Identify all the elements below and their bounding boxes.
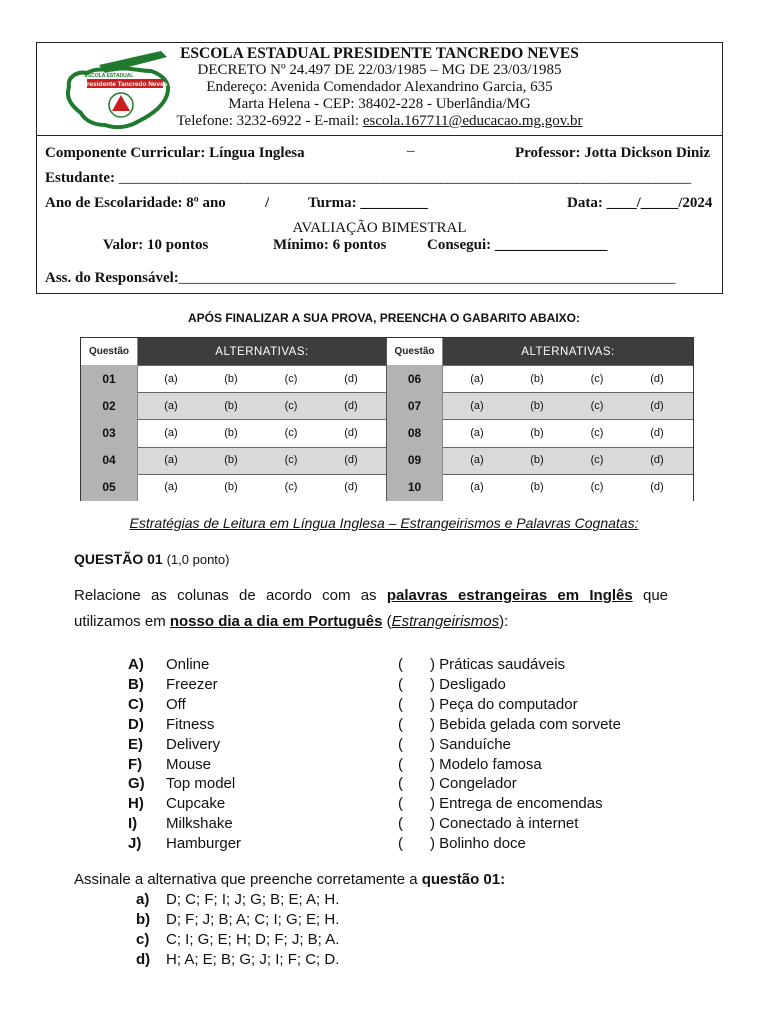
question-1-instruction bbox=[74, 583, 668, 635]
match-blank[interactable]: ( bbox=[398, 755, 403, 773]
student-label: Estudante: bbox=[45, 170, 119, 186]
match-definition: ) Desligado bbox=[430, 675, 506, 693]
match-letter: E) bbox=[128, 735, 143, 753]
match-blank[interactable]: ( bbox=[398, 795, 403, 813]
value-label: Valor: 10 pontos bbox=[103, 237, 209, 253]
answer-option-cell[interactable]: (a) bbox=[164, 426, 178, 439]
answer-option-cell[interactable]: (c) bbox=[284, 454, 298, 467]
question-number: 05 bbox=[81, 474, 138, 501]
signature-field[interactable] bbox=[45, 270, 675, 287]
answer-option-cell[interactable]: (a) bbox=[164, 372, 178, 385]
instruction-text-4: ): bbox=[499, 613, 509, 630]
match-term: Online bbox=[166, 656, 210, 673]
student-field[interactable] bbox=[45, 170, 691, 187]
match-letter: H) bbox=[128, 795, 144, 813]
grade-label: Ano de Escolaridade: 8º ano bbox=[45, 195, 226, 211]
match-letter: A) bbox=[128, 656, 144, 673]
assessment-title: AVALIAÇÃO BIMESTRAL bbox=[292, 220, 467, 236]
question-number: 10 bbox=[386, 474, 443, 501]
answer-key-table bbox=[80, 337, 694, 501]
question-number: 07 bbox=[386, 392, 443, 419]
answer-option-cell[interactable]: (d) bbox=[344, 399, 358, 412]
logo-top-text: ESCOLA ESTADUAL bbox=[84, 73, 134, 79]
match-letter: F) bbox=[128, 755, 143, 773]
grade-slash: / bbox=[265, 195, 270, 211]
answer-option-cell[interactable]: (c) bbox=[284, 399, 298, 412]
answer-option-cell[interactable]: (c) bbox=[590, 399, 604, 412]
answer-option-cell[interactable]: (d) bbox=[344, 481, 358, 494]
answer-option-cell[interactable]: (d) bbox=[650, 399, 664, 412]
match-row bbox=[0, 675, 768, 695]
instruction-text-2: que utilizamos em bbox=[74, 587, 669, 630]
match-letter: I) bbox=[128, 815, 138, 833]
answer-option-letter: d) bbox=[136, 951, 151, 968]
answer-option-text: H; A; E; B; G; J; I; F; C; D. bbox=[166, 951, 340, 968]
answer-option-cell[interactable]: (d) bbox=[650, 454, 664, 467]
match-letter: C) bbox=[128, 695, 144, 713]
answer-option-cell[interactable]: (c) bbox=[590, 372, 604, 385]
match-definition: ) Entrega de encomendas bbox=[430, 795, 603, 813]
answer-option-cell[interactable]: (a) bbox=[470, 372, 484, 385]
match-blank[interactable]: ( bbox=[398, 675, 403, 693]
match-definition: ) Sanduíche bbox=[430, 735, 511, 753]
date-field[interactable]: Data: ____/_____/2024 bbox=[567, 195, 713, 211]
phone-text: Telefone: 3232-6922 - E-mail: bbox=[176, 113, 363, 129]
answer-option-cell[interactable]: (b) bbox=[530, 454, 544, 467]
student-blank: ________________________________________________________________________________ bbox=[118, 170, 691, 186]
answer-option-cell[interactable]: (d) bbox=[344, 372, 358, 385]
question-number: 01 bbox=[81, 365, 138, 392]
instruction-italic: Estrangeirismos bbox=[391, 613, 500, 630]
answer-option-cell[interactable]: (a) bbox=[470, 481, 484, 494]
question-number: 02 bbox=[81, 392, 138, 419]
header-box bbox=[36, 42, 723, 294]
answer-option[interactable] bbox=[0, 890, 768, 910]
minimum-label: Mínimo: 6 pontos bbox=[273, 237, 387, 253]
answer-option-cell[interactable]: (a) bbox=[470, 426, 484, 439]
question-header-right: Questão bbox=[386, 338, 443, 365]
match-row bbox=[0, 755, 768, 775]
match-blank[interactable]: ( bbox=[398, 735, 403, 753]
match-definition: ) Conectado à internet bbox=[430, 815, 579, 833]
match-blank[interactable]: ( bbox=[398, 695, 403, 713]
answer-option-cell[interactable]: (b) bbox=[224, 454, 238, 467]
answer-option-cell[interactable]: (c) bbox=[284, 481, 298, 494]
match-definition: ) Peça do computador bbox=[430, 695, 578, 713]
answer-option-cell[interactable]: (b) bbox=[224, 481, 238, 494]
answer-option-cell[interactable]: (c) bbox=[284, 426, 298, 439]
match-letter: D) bbox=[128, 715, 144, 733]
answer-option-cell[interactable]: (a) bbox=[164, 481, 178, 494]
match-term: Top model bbox=[166, 775, 236, 793]
answer-option[interactable] bbox=[0, 950, 768, 970]
match-definition: ) Bebida gelada com sorvete bbox=[430, 715, 621, 733]
instruction-emphasis-2: nosso dia a dia em Português bbox=[169, 613, 383, 630]
match-row bbox=[0, 715, 768, 735]
subject-dash: – bbox=[407, 143, 415, 159]
answer-option-cell[interactable]: (b) bbox=[224, 372, 238, 385]
match-row bbox=[0, 774, 768, 794]
answer-option-text: D; C; F; I; J; G; B; E; A; H. bbox=[166, 891, 340, 908]
email-link[interactable]: escola.167711@educacao.mg.gov.br bbox=[362, 113, 583, 129]
gabarito-title: APÓS FINALIZAR A SUA PROVA, PREENCHA O GABARITO ABAIXO: bbox=[187, 311, 580, 325]
answer-option-cell[interactable]: (c) bbox=[590, 481, 604, 494]
answer-option[interactable] bbox=[0, 910, 768, 930]
answer-option-cell[interactable]: (b) bbox=[530, 481, 544, 494]
answer-option-cell[interactable]: (d) bbox=[344, 454, 358, 467]
achieved-field[interactable]: Consegui: _______________ bbox=[427, 237, 608, 253]
answer-option-cell[interactable]: (c) bbox=[590, 454, 604, 467]
question-number: 08 bbox=[386, 419, 443, 446]
answer-prompt-bold: questão 01: bbox=[421, 871, 506, 888]
answer-option-cell[interactable]: (d) bbox=[650, 481, 664, 494]
match-row bbox=[0, 695, 768, 715]
instruction-text-1: Relacione as colunas de acordo com as bbox=[74, 587, 387, 604]
match-definition: ) Bolinho doce bbox=[430, 835, 526, 853]
class-field[interactable]: Turma: _________ bbox=[308, 195, 428, 211]
logo-name-text: Presidente Tancredo Neves bbox=[82, 81, 168, 88]
match-letter: G) bbox=[128, 775, 145, 793]
instruction-text-3: ( bbox=[382, 613, 392, 630]
answer-option-letter: c) bbox=[136, 931, 150, 948]
match-row bbox=[0, 814, 768, 834]
match-row bbox=[0, 834, 768, 854]
alternatives-header-right: ALTERNATIVAS: bbox=[443, 338, 693, 365]
answer-option-cell[interactable]: (b) bbox=[530, 426, 544, 439]
question-number: 04 bbox=[81, 447, 138, 474]
answer-option-letter: a) bbox=[136, 891, 150, 908]
question-1-label: QUESTÃO 01 bbox=[74, 551, 163, 567]
answer-prompt-text: Assinale a alternativa que preenche corretamente a bbox=[74, 871, 422, 888]
section-subtitle: Estratégias de Leitura em Língua Inglesa – Estrangeirismos e Palavras Cognatas: bbox=[129, 515, 639, 531]
question-header-left: Questão bbox=[81, 338, 138, 365]
match-definition: ) Práticas saudáveis bbox=[430, 656, 566, 673]
match-term: Cupcake bbox=[166, 795, 226, 813]
match-term: Fitness bbox=[166, 715, 215, 733]
match-definition: ) Modelo famosa bbox=[430, 755, 542, 773]
answer-option-cell[interactable]: (b) bbox=[530, 399, 544, 412]
question-number: 03 bbox=[81, 419, 138, 446]
match-term: Delivery bbox=[166, 735, 221, 753]
match-row bbox=[0, 794, 768, 814]
answer-option-cell[interactable]: (a) bbox=[164, 399, 178, 412]
answer-option-cell[interactable]: (a) bbox=[164, 454, 178, 467]
answer-option-letter: b) bbox=[136, 911, 151, 928]
answer-option-text: C; I; G; E; H; D; F; J; B; A. bbox=[166, 931, 340, 948]
city-line: Marta Helena - CEP: 38402-228 - Uberlândia/MG bbox=[228, 96, 531, 112]
instruction-emphasis-1: palavras estrangeiras em Inglês bbox=[386, 587, 633, 604]
answer-option-cell[interactable]: (c) bbox=[284, 372, 298, 385]
signature-label: Ass. do Responsável: bbox=[45, 270, 179, 286]
answer-option-cell[interactable]: (c) bbox=[590, 426, 604, 439]
answer-option-cell[interactable]: (b) bbox=[530, 372, 544, 385]
answer-option-cell[interactable]: (b) bbox=[224, 426, 238, 439]
answer-option-cell[interactable]: (d) bbox=[650, 426, 664, 439]
match-term: Freezer bbox=[166, 675, 218, 693]
subject-label: Componente Curricular: Língua Inglesa bbox=[45, 145, 305, 161]
signature-blank: ____________________________________________________________________ bbox=[178, 270, 676, 286]
match-letter: B) bbox=[128, 675, 144, 693]
match-blank[interactable]: ( bbox=[398, 775, 403, 793]
question-1-points: (1,0 ponto) bbox=[166, 552, 230, 567]
match-definition: ) Congelador bbox=[430, 775, 517, 793]
answer-option-cell[interactable]: (d) bbox=[650, 372, 664, 385]
match-row bbox=[0, 735, 768, 755]
alternatives-header-left: ALTERNATIVAS: bbox=[138, 338, 386, 365]
match-blank[interactable]: ( bbox=[398, 815, 403, 833]
answer-option-cell[interactable]: (b) bbox=[224, 399, 238, 412]
match-letter: J) bbox=[128, 835, 142, 853]
match-blank[interactable]: ( bbox=[398, 656, 403, 673]
header-divider bbox=[37, 135, 722, 136]
answer-prompt bbox=[74, 871, 505, 888]
match-term: Off bbox=[166, 695, 186, 713]
answer-option-cell[interactable]: (a) bbox=[470, 454, 484, 467]
address-line: Endereço: Avenida Comendador Alexandrino Garcia, 635 bbox=[206, 79, 553, 95]
match-blank[interactable]: ( bbox=[398, 715, 403, 733]
question-1-title bbox=[74, 551, 229, 567]
answer-option[interactable] bbox=[0, 930, 768, 950]
question-number: 09 bbox=[386, 447, 443, 474]
answer-option-cell[interactable]: (a) bbox=[470, 399, 484, 412]
phone-email-line bbox=[37, 113, 722, 130]
answer-option-text: D; F; J; B; A; C; I; G; E; H. bbox=[166, 911, 340, 928]
answer-option-cell[interactable]: (d) bbox=[344, 426, 358, 439]
school-name: ESCOLA ESTADUAL PRESIDENTE TANCREDO NEVES bbox=[180, 45, 579, 62]
match-row bbox=[0, 655, 768, 675]
match-term: Hamburger bbox=[166, 835, 242, 853]
decree-line: DECRETO Nº 24.497 DE 22/03/1985 – MG DE 23/03/1985 bbox=[197, 62, 562, 78]
match-term: Milkshake bbox=[166, 815, 233, 833]
question-number: 06 bbox=[386, 365, 443, 392]
match-term: Mouse bbox=[166, 755, 212, 773]
match-blank[interactable]: ( bbox=[398, 835, 403, 853]
teacher-label: Professor: Jotta Dickson Diniz bbox=[515, 145, 711, 161]
